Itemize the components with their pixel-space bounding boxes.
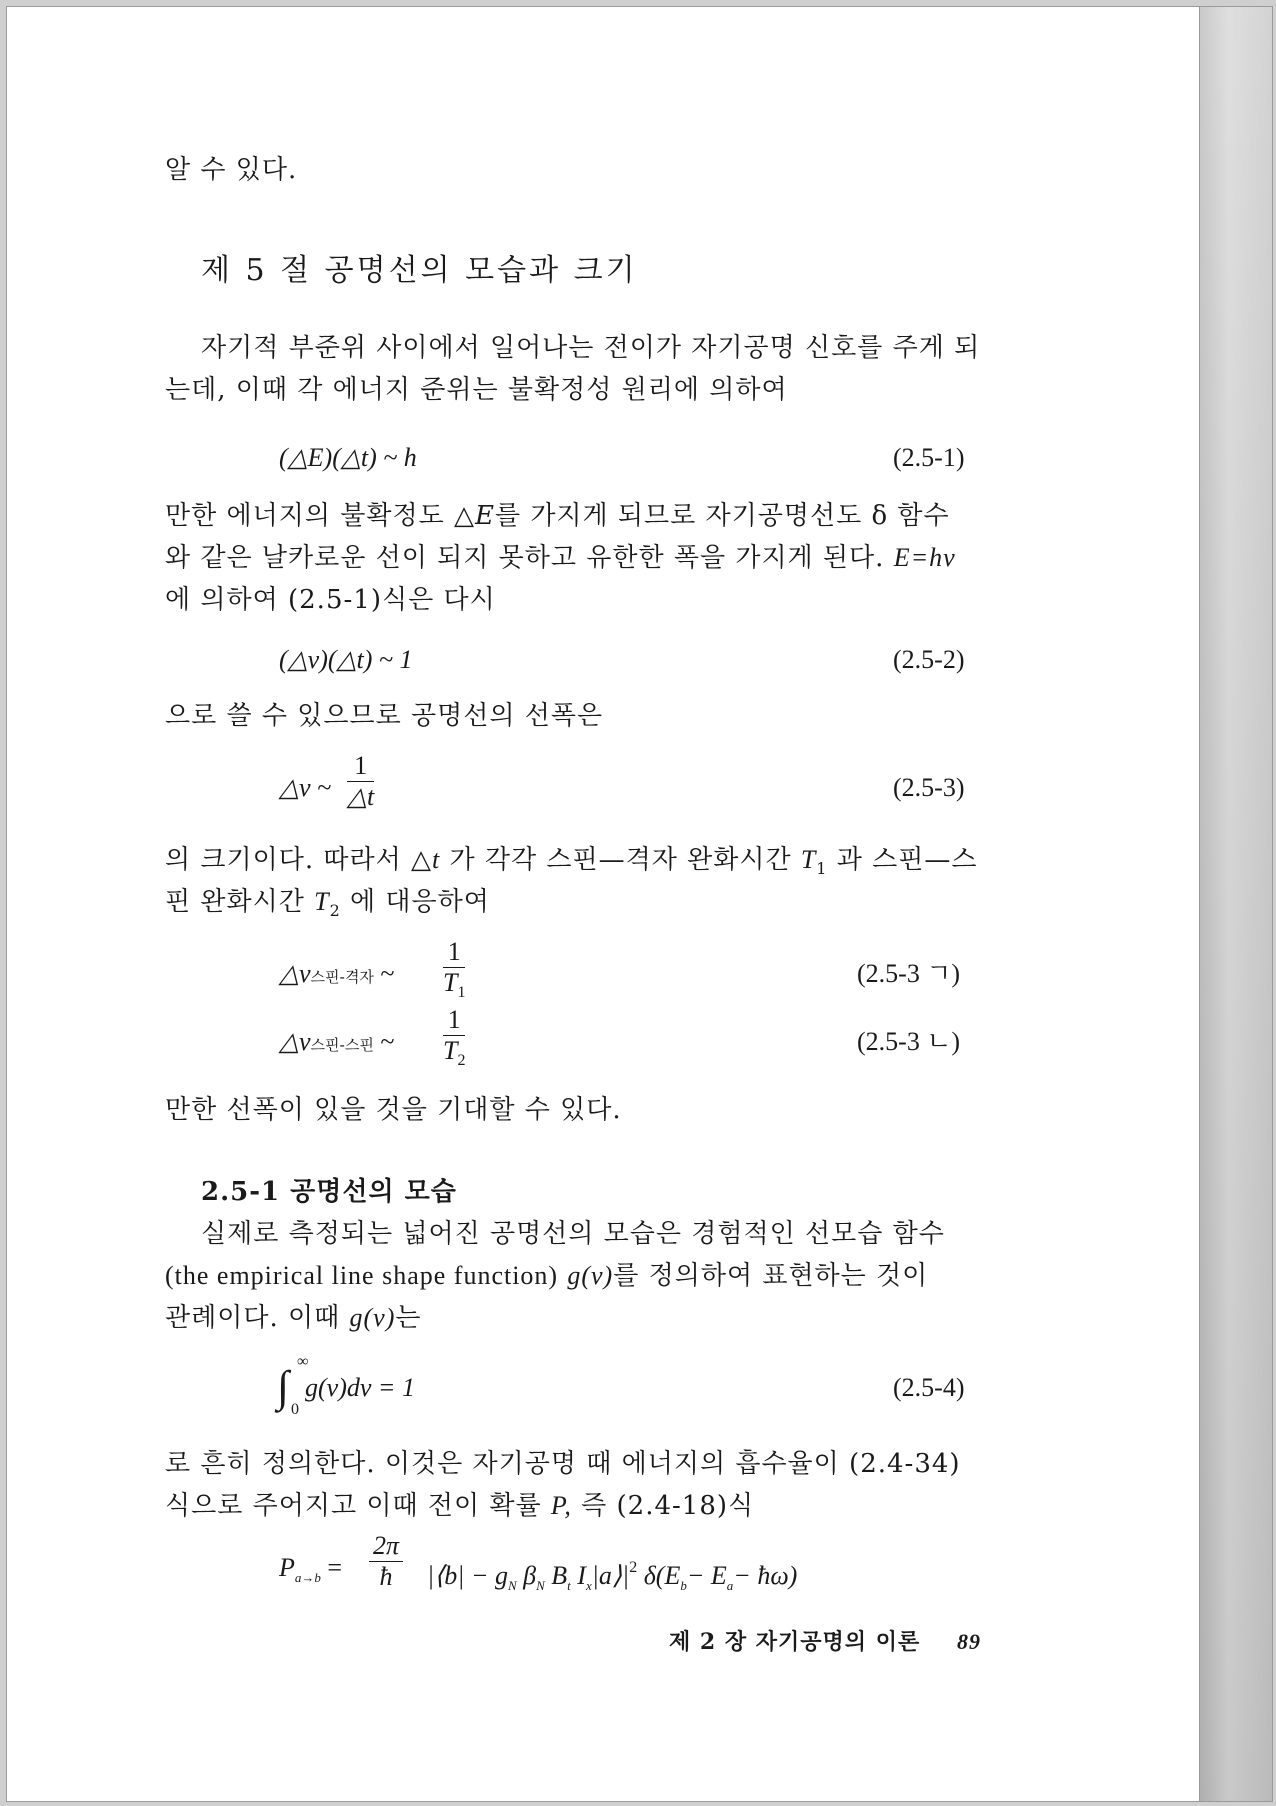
equation-2-5-2: (△ν)(△t) ~ 1 — [279, 645, 413, 674]
equation-number: (2.5-3 ㄱ) — [857, 959, 961, 988]
equation-transition-rhs: |⟨b| − $g_N$ $\beta_N$ $B_t$ $I_x|a⟩|^2$ $\delta(E_b- E_a-$ ħω) — [427, 1559, 798, 1593]
integral-sign: ∫ — [277, 1362, 290, 1411]
text-line: 만한 선폭이 있을 것을 기대할 수 있다. — [165, 1095, 622, 1125]
equation-2-5-1: (△E)(△t) ~ h — [279, 443, 417, 472]
running-footer-chapter: 제 2 장 자기공명의 이론 — [669, 1629, 921, 1655]
text-line: 와 같은 날카로운 선이 되지 못하고 유한한 폭을 가지게 된다. E=hν — [165, 543, 956, 573]
text-line: 로 흔히 정의한다. 이것은 자기공명 때 에너지의 흡수율이 (2.4-34) — [165, 1449, 961, 1479]
text-line: 의 크기이다. 따라서 △t 가 각각 스핀—격자 완화시간 $T_1$ 과 스핀—스 — [165, 845, 978, 878]
text-line: (the empirical line shape function) g(ν)를 정의하여 표현하는 것이 — [165, 1261, 929, 1291]
text-line: 핀 완화시간 $T_2$ 에 대응하여 — [165, 887, 490, 920]
text-line: 식으로 주어지고 이때 전이 확률 P, 즉 (2.4-18)식 — [165, 1491, 755, 1521]
equation-2-5-3a-lhs: △ν스핀-격자 ~ — [279, 959, 395, 988]
page-number: 89 — [957, 1629, 981, 1654]
text-line: 관례이다. 이때 g(ν)는 — [165, 1303, 422, 1333]
section-heading: 제 5 절 공명선의 모습과 크기 — [201, 253, 638, 288]
integral-lower-limit: 0 — [291, 1401, 299, 1418]
text-line: 실제로 측정되는 넓어진 공명선의 모습은 경험적인 선모습 함수 — [201, 1219, 945, 1249]
text-line: 만한 에너지의 불확정도 △E를 가지게 되므로 자기공명선도 δ 함수 — [165, 501, 950, 531]
equation-number: (2.5-1) — [893, 443, 965, 472]
integral-upper-limit: ∞ — [297, 1353, 309, 1370]
equation-transition-probability: $P_{a\to b}$ = — [279, 1553, 343, 1585]
book-page — [6, 6, 1200, 1802]
text-line: 에 의하여 (2.5-1)식은 다시 — [165, 585, 496, 615]
subsection-heading: 2.5-1 공명선의 모습 — [201, 1177, 457, 1207]
fraction: $\frac{1}{T_1}$ — [443, 937, 466, 1001]
equation-2-5-3-lhs: △ν ~ — [279, 773, 332, 802]
equation-number: (2.5-3 ㄴ) — [857, 1027, 961, 1056]
book-page-edge — [1199, 6, 1273, 1802]
equation-number: (2.5-2) — [893, 645, 965, 674]
text-line: 으로 쓸 수 있으므로 공명선의 선폭은 — [165, 701, 604, 731]
fraction: $\frac{1}{T_2}$ — [443, 1005, 466, 1069]
fraction: $\frac{1}{\triangle t}$ — [347, 751, 375, 811]
equation-number: (2.5-3) — [893, 773, 965, 802]
text-line: 는데, 이때 각 에너지 준위는 불확정성 원리에 의하여 — [165, 375, 788, 405]
equation-2-5-3b-lhs: △ν스핀-스핀 ~ — [279, 1027, 395, 1056]
fraction: $\frac{2\pi}{ħ}$ — [369, 1531, 403, 1592]
equation-number: (2.5-4) — [893, 1373, 965, 1402]
equation-2-5-4: g(ν)dν = 1 — [305, 1373, 415, 1402]
text-line: 알 수 있다. — [165, 155, 298, 185]
text-line: 자기적 부준위 사이에서 일어나는 전이가 자기공명 신호를 주게 되 — [201, 333, 981, 363]
